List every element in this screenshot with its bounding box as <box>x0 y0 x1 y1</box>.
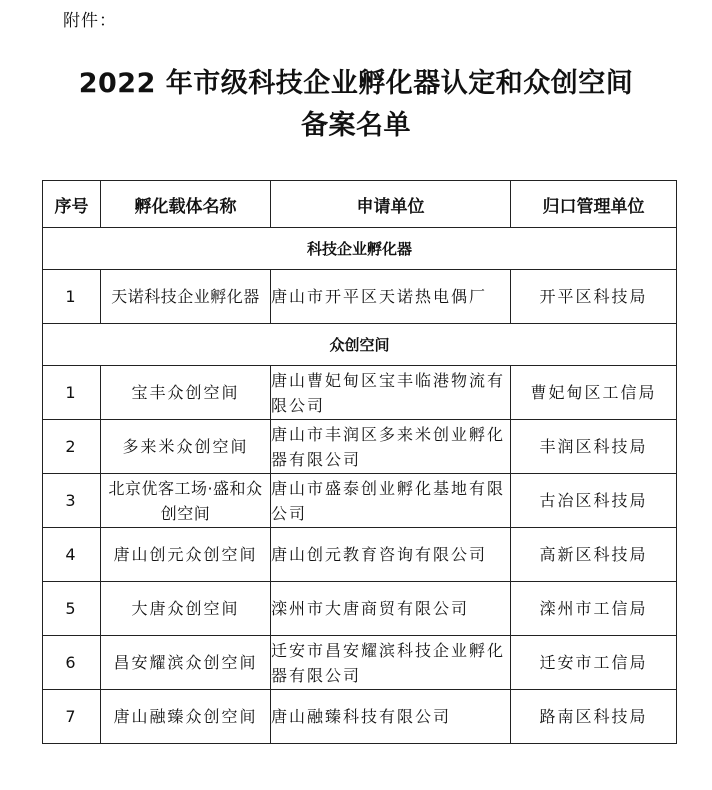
cell-applicant: 唐山市丰润区多来米创业孵化器有限公司 <box>271 420 511 474</box>
cell-seq: 4 <box>43 528 101 582</box>
cell-carrier-name: 唐山融臻众创空间 <box>101 690 271 744</box>
cell-department: 古冶区科技局 <box>511 474 677 528</box>
table-row <box>43 636 677 690</box>
cell-department: 滦州市工信局 <box>511 582 677 636</box>
cell-applicant: 唐山市开平区天诺热电偶厂 <box>271 270 511 324</box>
table-row <box>43 270 677 324</box>
cell-department: 路南区科技局 <box>511 690 677 744</box>
section-title-maker-space: 众创空间 <box>43 324 677 366</box>
header-carrier-name: 孵化载体名称 <box>101 181 271 228</box>
cell-seq: 7 <box>43 690 101 744</box>
header-department: 归口管理单位 <box>511 181 677 228</box>
header-seq: 序号 <box>43 181 101 228</box>
table-row <box>43 528 677 582</box>
cell-applicant: 迁安市昌安耀滨科技企业孵化器有限公司 <box>271 636 511 690</box>
cell-department: 高新区科技局 <box>511 528 677 582</box>
section-row-maker-space <box>43 324 677 366</box>
cell-department: 开平区科技局 <box>511 270 677 324</box>
table-row <box>43 582 677 636</box>
table-row <box>43 420 677 474</box>
cell-department: 丰润区科技局 <box>511 420 677 474</box>
approval-list-table <box>42 180 677 744</box>
cell-applicant: 唐山曹妃甸区宝丰临港物流有限公司 <box>271 366 511 420</box>
cell-department: 曹妃甸区工信局 <box>511 366 677 420</box>
document-title-line-2: 备案名单 <box>301 110 411 141</box>
table-row <box>43 366 677 420</box>
cell-seq: 2 <box>43 420 101 474</box>
cell-carrier-name: 天诺科技企业孵化器 <box>101 270 271 324</box>
table-row <box>43 474 677 528</box>
cell-carrier-name: 北京优客工场·盛和众创空间 <box>101 474 271 528</box>
cell-seq: 5 <box>43 582 101 636</box>
cell-seq: 1 <box>43 366 101 420</box>
cell-seq: 1 <box>43 270 101 324</box>
table-row <box>43 690 677 744</box>
section-row-incubator <box>43 228 677 270</box>
document-title-line-1: 2022 年市级科技企业孵化器认定和众创空间 <box>78 68 634 99</box>
cell-seq: 6 <box>43 636 101 690</box>
cell-carrier-name: 唐山创元众创空间 <box>101 528 271 582</box>
cell-carrier-name: 昌安耀滨众创空间 <box>101 636 271 690</box>
cell-applicant: 唐山创元教育咨询有限公司 <box>271 528 511 582</box>
table-header-row <box>43 181 677 228</box>
cell-applicant: 唐山融臻科技有限公司 <box>271 690 511 744</box>
cell-applicant: 滦州市大唐商贸有限公司 <box>271 582 511 636</box>
cell-department: 迁安市工信局 <box>511 636 677 690</box>
cell-carrier-name: 大唐众创空间 <box>101 582 271 636</box>
header-applicant: 申请单位 <box>271 181 511 228</box>
cell-seq: 3 <box>43 474 101 528</box>
cell-applicant: 唐山市盛泰创业孵化基地有限公司 <box>271 474 511 528</box>
cell-carrier-name: 多来米众创空间 <box>101 420 271 474</box>
cell-carrier-name: 宝丰众创空间 <box>101 366 271 420</box>
attachment-label: 附件： <box>63 11 117 31</box>
section-title-incubator: 科技企业孵化器 <box>43 228 677 270</box>
